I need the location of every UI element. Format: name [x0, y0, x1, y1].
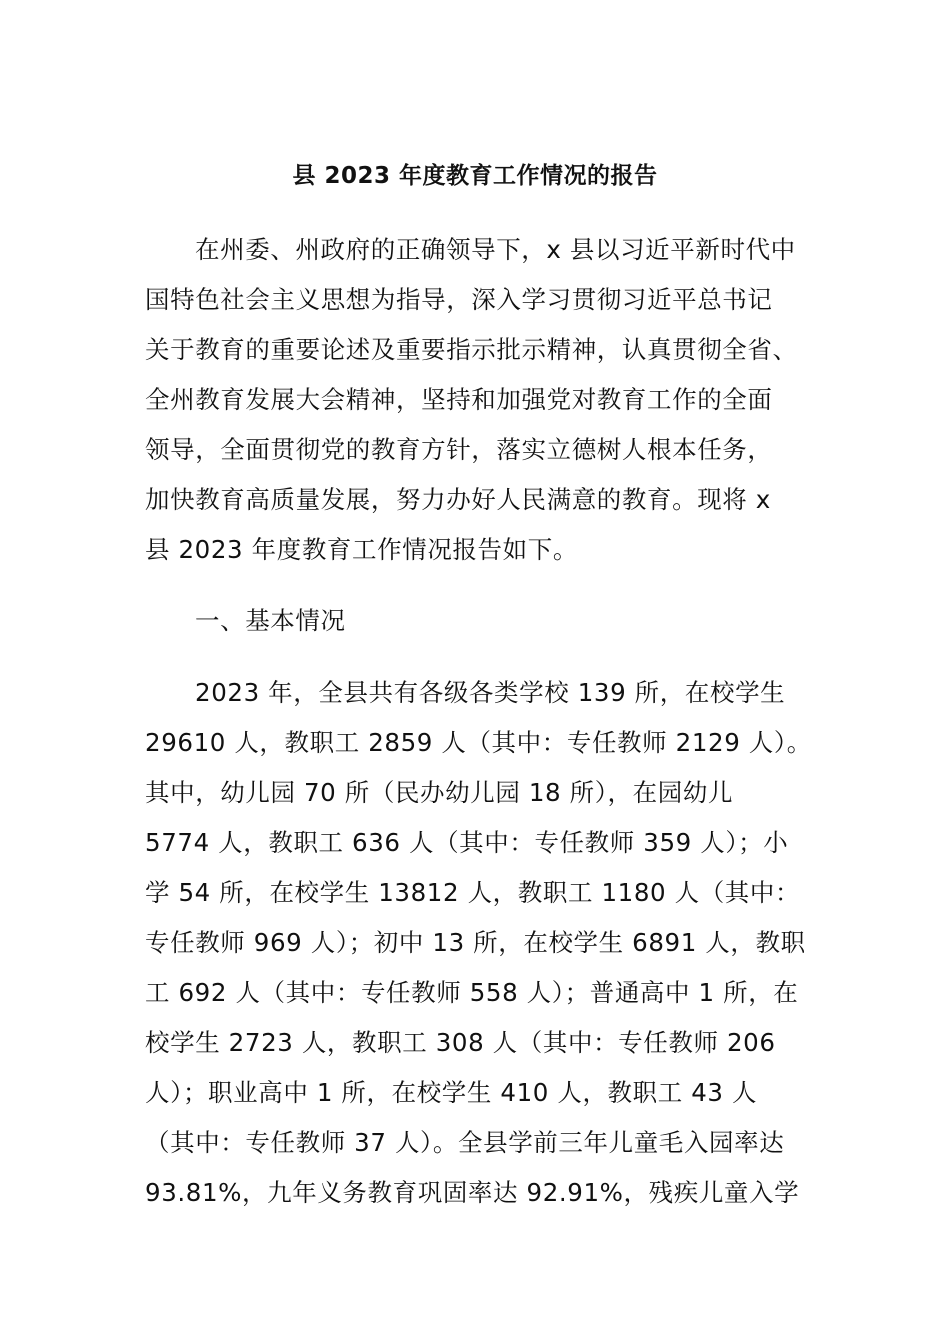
paragraph-intro-line: 加快教育高质量发展，努力办好人民满意的教育。现将 x: [145, 485, 771, 514]
paragraph-basic-line: 人）；职业高中 1 所，在校学生 410 人，教职工 43 人: [145, 1078, 758, 1107]
paragraph-basic-line: 其中，幼儿园 70 所（民办幼儿园 18 所），在园幼儿: [145, 778, 734, 807]
section-heading: 一、基本情况: [195, 606, 346, 635]
paragraph-basic-line: 学 54 所，在校学生 13812 人，教职工 1180 人（其中：: [145, 878, 801, 907]
paragraph-basic-line: （其中：专任教师 37 人）。全县学前三年儿童毛入园率达: [145, 1128, 785, 1157]
paragraph-intro-line: 县 2023 年度教育工作情况报告如下。: [145, 535, 578, 564]
paragraph-basic-line: 2023 年，全县共有各级各类学校 139 所，在校学生: [195, 678, 786, 707]
paragraph-basic-line: 工 692 人（其中：专任教师 558 人）；普通高中 1 所，在: [145, 978, 799, 1007]
paragraph-intro-line: 在州委、州政府的正确领导下，x 县以习近平新时代中: [195, 235, 796, 264]
paragraph-intro-line: 关于教育的重要论述及重要指示批示精神，认真贯彻全省、: [145, 335, 798, 364]
paragraph-intro-line: 全州教育发展大会精神，坚持和加强党对教育工作的全面: [145, 385, 773, 414]
document-title: 县 2023 年度教育工作情况的报告: [292, 163, 658, 189]
paragraph-intro-line: 领导，全面贯彻党的教育方针，落实立德树人根本任务，: [145, 435, 773, 464]
paragraph-basic-line: 5774 人，教职工 636 人（其中：专任教师 359 人）；小: [145, 828, 789, 857]
paragraph-basic-line: 校学生 2723 人，教职工 308 人（其中：专任教师 206: [145, 1028, 776, 1057]
paragraph-basic-line: 93.81%，九年义务教育巩固率达 92.91%，残疾儿童入学: [145, 1178, 800, 1207]
paragraph-basic-line: 专任教师 969 人）；初中 13 所，在校学生 6891 人，教职: [145, 928, 806, 957]
paragraph-basic-line: 29610 人，教职工 2859 人（其中：专任教师 2129 人）。: [145, 728, 812, 757]
paragraph-intro-line: 国特色社会主义思想为指导，深入学习贯彻习近平总书记: [145, 285, 773, 314]
